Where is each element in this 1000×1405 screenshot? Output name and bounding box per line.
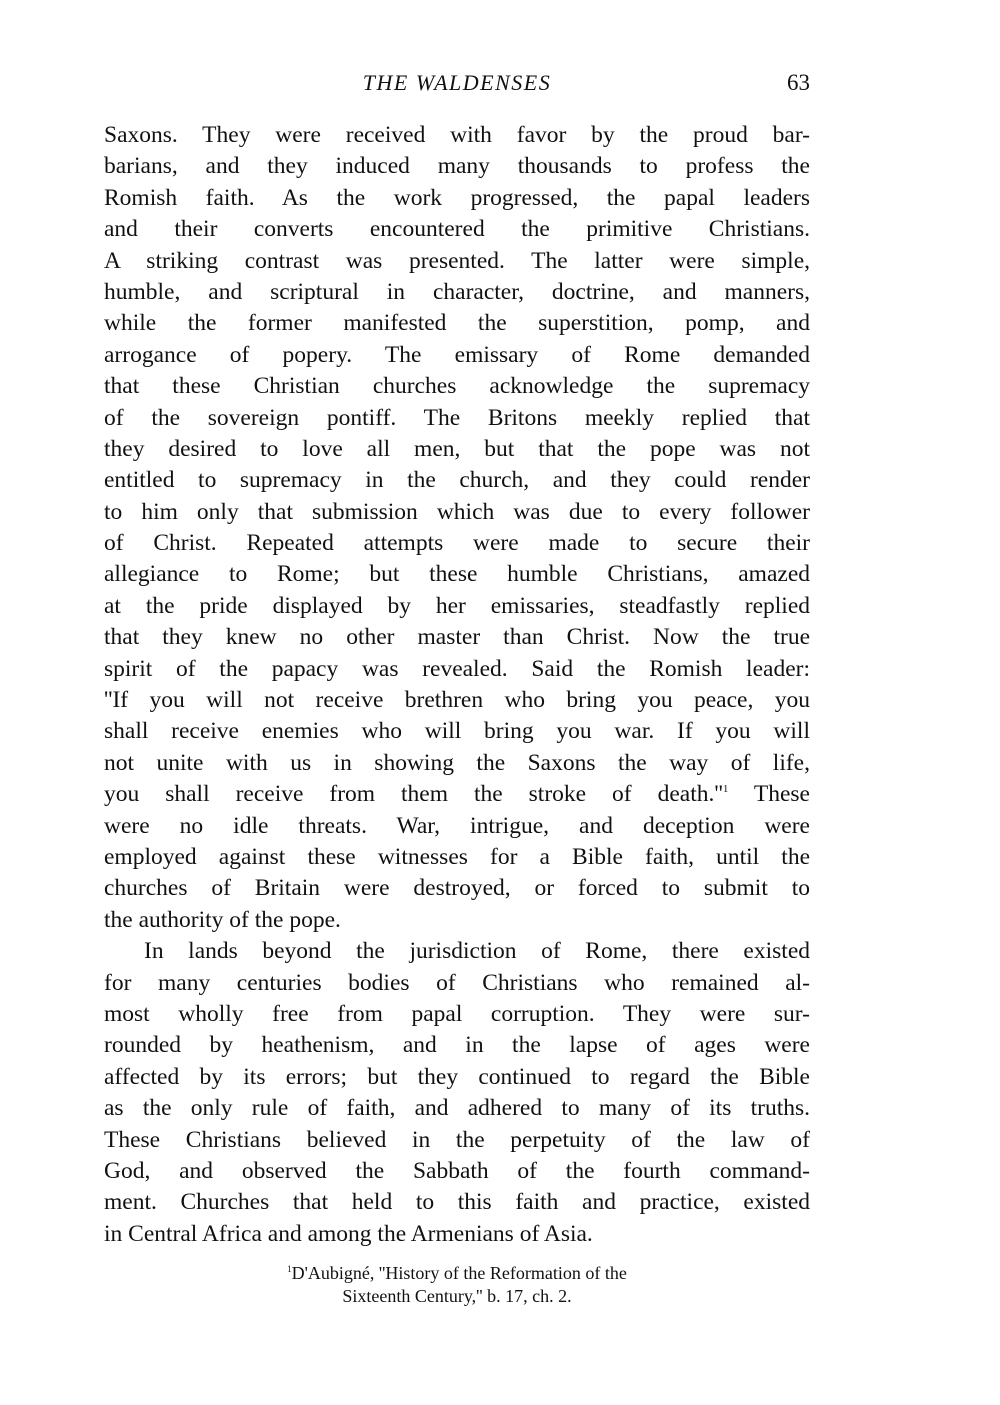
text-line: for many centuries bodies of Christians who remained al-	[104, 969, 810, 996]
running-head	[104, 70, 810, 106]
page-number: 63	[787, 70, 810, 95]
text-line: Romish faith. As the work progressed, the papal leaders	[104, 184, 810, 211]
text-line: and their converts encountered the primitive Christians.	[104, 216, 810, 243]
text-line: that they knew no other master than Christ. Now the true	[104, 624, 810, 651]
text-line: while the former manifested the superstition, pomp, and	[104, 310, 810, 337]
paragraph-1	[104, 120, 810, 936]
text-line: arrogance of popery. The emissary of Rome demanded	[104, 341, 810, 368]
text-line: at the pride displayed by her emissaries, steadfastly replied	[104, 592, 810, 619]
line-continuation-text: These	[753, 781, 810, 808]
text-line: in Central Africa and among the Armenians of Asia.	[104, 1220, 593, 1247]
text-line-with-footnote-ref	[104, 779, 810, 810]
footnote-line-2: Sixteenth Century,'' b. 17, ch. 2.	[342, 1286, 572, 1306]
quote-end-text: you shall receive from them the stroke of death.''	[104, 781, 723, 808]
text-line: the authority of the pope.	[104, 906, 341, 933]
text-line: they desired to love all men, but that the pope was not	[104, 435, 810, 462]
text-line: shall receive enemies who will bring you war. If you will	[104, 718, 810, 745]
text-line: spirit of the papacy was revealed. Said the Romish leader:	[104, 655, 810, 682]
text-line: barians, and they induced many thousands to profess the	[104, 153, 810, 180]
text-line: of the sovereign pontiff. The Britons meekly replied that	[104, 404, 810, 431]
footnote	[104, 1262, 810, 1308]
text-line: that these Christian churches acknowledge the supremacy	[104, 373, 810, 400]
text-line: most wholly free from papal corruption. They were sur-	[104, 1000, 810, 1027]
text-line: entitled to supremacy in the church, and they could render	[104, 467, 810, 494]
text-line: A striking contrast was presented. The latter were simple,	[104, 247, 810, 274]
running-title: THE WALDENSES	[362, 70, 552, 95]
text-line: as the only rule of faith, and adhered to many of its truths.	[104, 1095, 810, 1122]
paragraph-2	[104, 936, 810, 1250]
text-line: allegiance to Rome; but these humble Christians, amazed	[104, 561, 810, 588]
text-line: ''If you will not receive brethren who bring you peace, you	[104, 687, 810, 714]
text-line: rounded by heathenism, and in the lapse of ages were	[104, 1032, 810, 1059]
text-line: to him only that submission which was due to every follower	[104, 498, 810, 525]
text-line: God, and observed the Sabbath of the fourth command-	[104, 1157, 810, 1184]
text-line: affected by its errors; but they continued to regard the Bible	[104, 1063, 810, 1090]
footnote-marker: 1	[287, 1264, 292, 1274]
text-line: Saxons. They were received with favor by the proud bar-	[104, 122, 810, 148]
text-line: were no idle threats. War, intrigue, and deception were	[104, 812, 810, 839]
footnote-line-1	[104, 1262, 810, 1285]
text-line: humble, and scriptural in character, doctrine, and manners,	[104, 278, 810, 305]
text-line: of Christ. Repeated attempts were made to secure their	[104, 530, 810, 557]
text-line: In lands beyond the jurisdiction of Rome, there existed	[144, 938, 810, 965]
footnote-text-1: D'Aubigné, ''History of the Reformation of the	[291, 1263, 627, 1283]
body-text	[104, 120, 810, 1250]
text-line: not unite with us in showing the Saxons the way of life,	[104, 749, 810, 776]
text-line: employed against these witnesses for a Bible faith, until the	[104, 843, 810, 870]
footnote-reference: 1	[722, 783, 729, 796]
text-line: These Christians believed in the perpetuity of the law of	[104, 1126, 810, 1153]
text-line: churches of Britain were destroyed, or forced to submit to	[104, 875, 810, 902]
text-line: ment. Churches that held to this faith and practice, existed	[104, 1189, 810, 1216]
